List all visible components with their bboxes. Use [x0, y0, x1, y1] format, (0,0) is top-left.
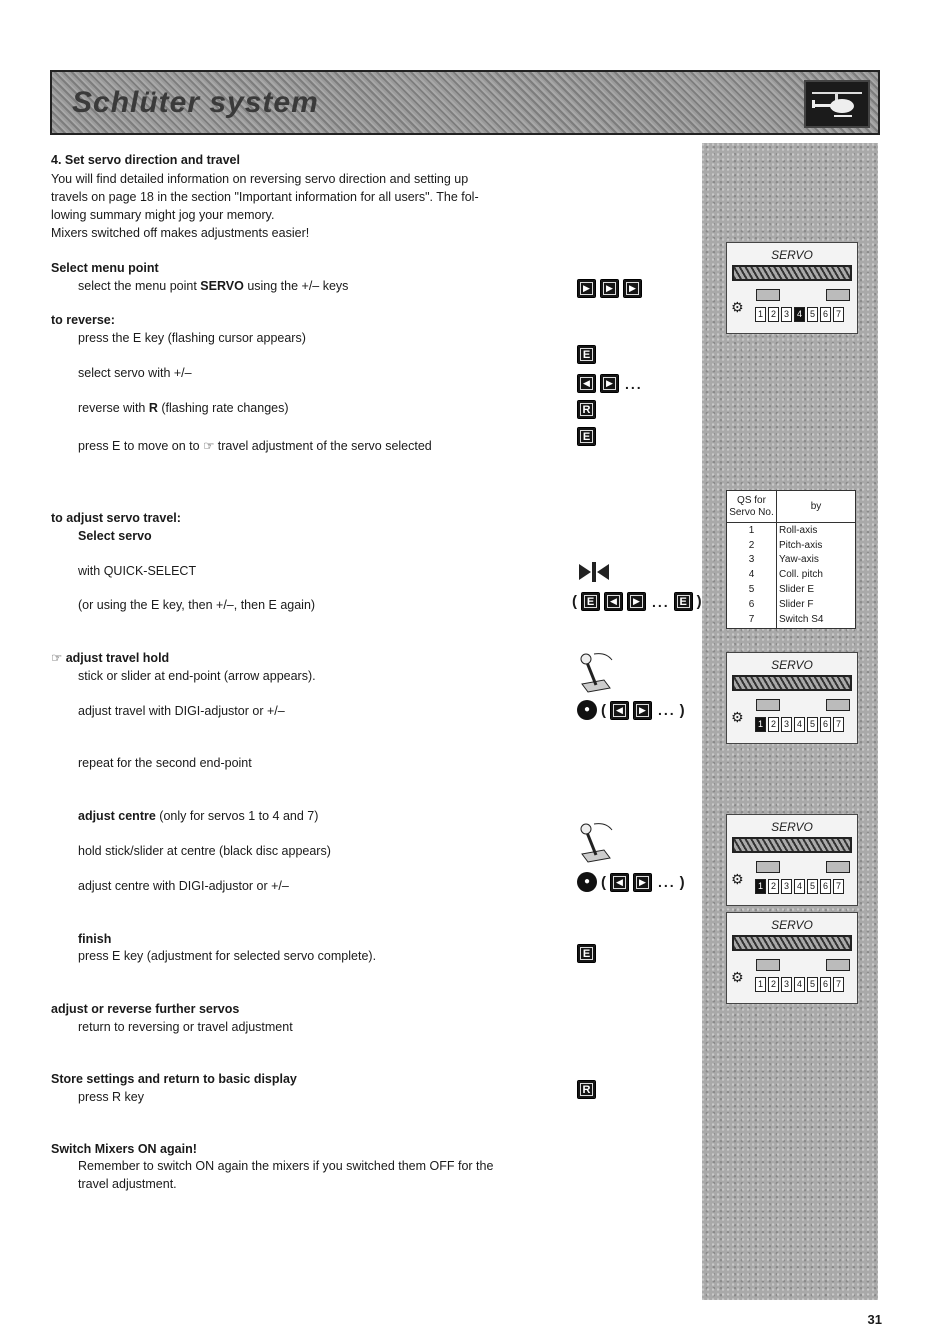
store-line-1: press R key [78, 1090, 144, 1104]
e-key-icon: E [581, 592, 600, 611]
minus-key-icon: ◀ [604, 592, 623, 611]
plus-key-icon: ▶ [600, 374, 619, 393]
minus-plus-keys-group [577, 374, 643, 393]
mixers-line-1: Remember to switch ON again the mixers if you switched them OFF for the [78, 1159, 494, 1173]
finish-line-1: press E key (adjustment for selected servo complete). [78, 949, 377, 963]
e-key-group [577, 427, 596, 446]
select-menu-line: select the menu point SERVO using the +/– keys [78, 279, 349, 293]
travel-line-1: with QUICK-SELECT [78, 564, 197, 578]
minus-key-icon: ◀ [577, 374, 596, 393]
lcd-servo-panel: SERVO ⚙ 1 2 3 4 5 6 7 [726, 814, 858, 906]
reverse-line-2: select servo with +/– [78, 366, 192, 380]
centre-line-1: hold stick/slider at centre (black disc appears) [78, 844, 331, 858]
digi-adjustor-icon: ● [577, 700, 597, 720]
r-key-icon: R [577, 1080, 596, 1099]
pointing-hand-icon: ☞ [51, 651, 66, 665]
lcd-servo-cells: 1 2 3 4 5 6 7 [755, 307, 844, 322]
further-line-1: return to reversing or travel adjustment [78, 1020, 293, 1034]
lcd-servo-panel: SERVO ⚙ 1 2 3 4 5 6 7 [726, 652, 858, 744]
minus-key-icon: ◀ [610, 873, 629, 892]
mixers-line-2: travel adjustment. [78, 1177, 177, 1191]
reverse-line-4: press E to move on to ☞ travel adjustment of the servo selected [78, 439, 432, 453]
e-select-keys-group: ( E ◀ ▶ ... E ) [572, 593, 702, 610]
section-title: 4. Set servo direction and travel [51, 153, 240, 167]
travel-line-2: (or using the E key, then +/–, then E again) [78, 598, 316, 612]
servo-symbol-icon: ⚙ [731, 709, 744, 725]
hold-line-1: stick or slider at end-point (arrow appears). [78, 669, 316, 683]
centre-heading: adjust centre (only for servos 1 to 4 and 7) [78, 809, 319, 823]
hold-heading: ☞ adjust travel hold [51, 651, 170, 665]
digi-keys-group: ● ( ◀ ▶ ... ) [577, 700, 685, 720]
mixers-heading: Switch Mixers ON again! [51, 1142, 197, 1156]
intro-line-1: You will find detailed information on reversing servo direction and setting up [51, 172, 469, 186]
stick-icon [576, 650, 616, 694]
page-number: 31 [867, 1312, 882, 1327]
plus-key-icon: ▶ [600, 279, 619, 298]
plus-keys-group [577, 279, 642, 298]
lcd-servo-panel: SERVO ⚙ 1 2 3 4 5 6 7 [726, 912, 858, 1004]
further-heading: adjust or reverse further servos [51, 1002, 240, 1016]
hold-line-3: repeat for the second end-point [78, 756, 252, 770]
store-heading: Store settings and return to basic display [51, 1072, 297, 1086]
pointing-hand-icon: ☞ [203, 439, 215, 453]
reverse-heading: to reverse: [51, 313, 115, 327]
digi-adjustor-icon: ● [577, 872, 597, 892]
intro-line-2: travels on page 18 in the section "Important information for all users". The fol- [51, 190, 479, 204]
table-row: 1 Roll-axis [727, 523, 856, 539]
travel-sub-heading: Select servo [78, 529, 152, 543]
lcd-title: SERVO [771, 248, 813, 262]
table-row: 5 Slider E [727, 583, 856, 598]
table-row: 2 Pitch-axis [727, 538, 856, 553]
lcd-bar [732, 265, 852, 281]
r-key-group [577, 400, 596, 419]
ellipsis: ... [625, 375, 643, 392]
r-key-group [577, 1080, 596, 1099]
table-row: 4 Coll. pitch [727, 568, 856, 583]
plus-key-icon: ▶ [633, 873, 652, 892]
plus-key-icon: ▶ [577, 279, 596, 298]
e-key-icon: E [577, 345, 596, 364]
digi-keys-group: ● ( ◀ ▶ ... ) [577, 872, 685, 892]
table-row: 3 Yaw-axis [727, 553, 856, 568]
reverse-line-3: reverse with R (flashing rate changes) [78, 401, 289, 415]
servo-symbol-icon: ⚙ [731, 969, 744, 985]
intro-line-4: Mixers switched off makes adjustments easier! [51, 226, 310, 240]
header-banner [50, 70, 880, 135]
servo-symbol-icon: ⚙ [731, 871, 744, 887]
e-key-group [577, 944, 596, 963]
reverse-line-1: press the E key (flashing cursor appears) [78, 331, 306, 345]
table-row: 7 Switch S4 [727, 613, 856, 629]
plus-key-icon: ▶ [633, 701, 652, 720]
e-key-group [577, 345, 596, 364]
lcd-servo-panel [726, 242, 858, 334]
e-key-icon: E [577, 944, 596, 963]
brand-title: Schlüter system [72, 86, 319, 119]
table-header-servo: QS for Servo No. [727, 491, 777, 523]
stick-icon [576, 820, 616, 864]
travel-heading: to adjust servo travel: [51, 511, 181, 525]
e-key-icon: E [577, 427, 596, 446]
r-key-icon: R [577, 400, 596, 419]
quick-select-table [726, 490, 856, 629]
table-header-by: by [777, 491, 856, 523]
finish-heading: finish [78, 932, 112, 946]
intro-line-3: lowing summary might jog your memory. [51, 208, 275, 222]
minus-key-icon: ◀ [610, 701, 629, 720]
centre-line-2: adjust centre with DIGI-adjustor or +/– [78, 879, 289, 893]
hold-line-2: adjust travel with DIGI-adjustor or +/– [78, 704, 285, 718]
select-menu-heading: Select menu point [51, 261, 159, 275]
table-row: 6 Slider F [727, 598, 856, 613]
helicopter-icon [804, 80, 870, 128]
plus-key-icon: ▶ [623, 279, 642, 298]
servo-symbol-icon: ⚙ [731, 299, 744, 315]
quick-select-icon [577, 560, 611, 584]
e-key-icon: E [674, 592, 693, 611]
plus-key-icon: ▶ [627, 592, 646, 611]
